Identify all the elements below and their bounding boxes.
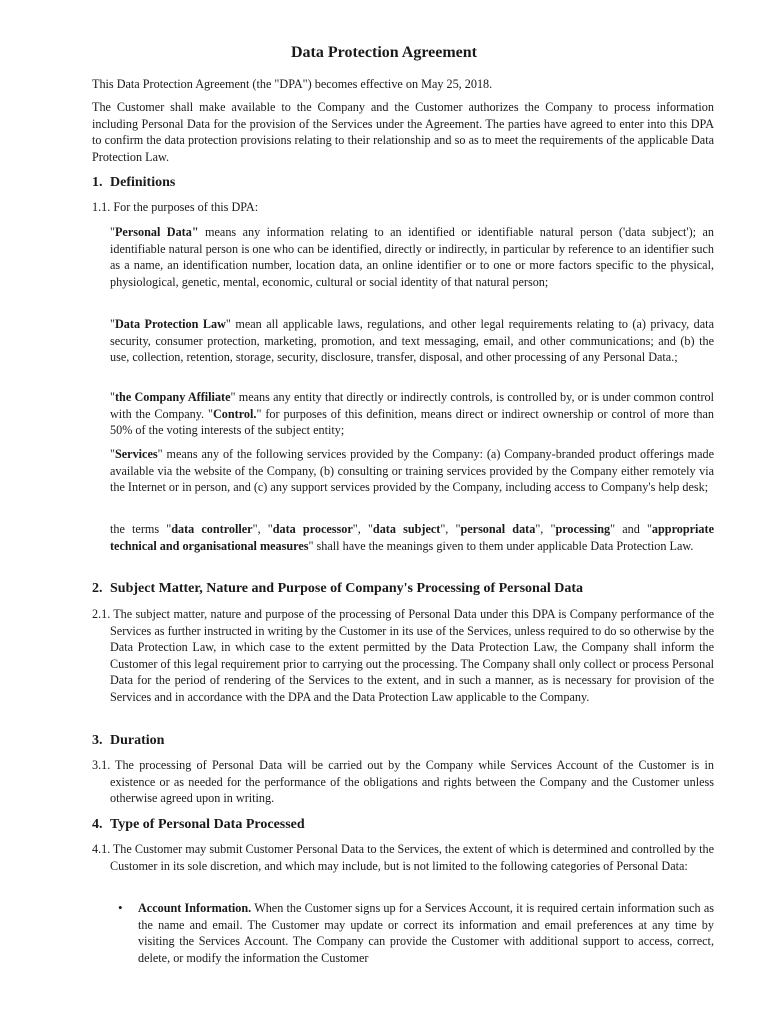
clause-3-1 (92, 757, 714, 807)
intro-paragraph: The Customer shall make available to the Company and the Customer authorizes the Company to process information including Personal Data for the provision of the Services under the Agreement. The parties have agreed to enter into this DPA to confirm the data protection provisions relating to their relationship and so as to meet the requirements of the applicable Data Protection Law. (92, 100, 714, 164)
term-personal-data: Personal Data" (114, 225, 199, 239)
clause-2-1 (92, 606, 714, 706)
term-technical-measures: appropriate technical and organisational measures (110, 522, 714, 553)
definition-text: the terms " (110, 522, 172, 536)
section-2-number: 2. (92, 581, 103, 596)
term-personal-data-lower: personal data (460, 522, 536, 536)
bullet-icon: • (118, 900, 123, 915)
definition-text: ", " (352, 522, 373, 536)
term-control: Control. (212, 406, 257, 421)
term-data-subject: data subject (372, 522, 441, 536)
term-account-information: Account Information. (138, 901, 252, 915)
section-2-heading (92, 580, 583, 598)
clause-4-1-number: 4.1. (92, 842, 111, 856)
section-4-title: Type of Personal Data Processed (110, 817, 305, 832)
clause-2-1-number: 2.1. (92, 607, 111, 621)
section-1-title: Definitions (110, 175, 176, 190)
clause-4-1-text: The Customer may submit Customer Personal Data to the Services, the extent of which is determined and controlled by the Customer in its sole discretion, and which may include, but is not limited to the following categories of Personal Data: (110, 842, 715, 873)
section-4-heading (92, 816, 305, 834)
section-1-heading (92, 174, 175, 192)
clause-2-1-text: The subject matter, nature and purpose of the processing of Personal Data under this DPA is Company performance of the Services as further instructed in writing by the Customer in its use of the Services, unless required to do so otherwise by the Data Protection Law, in which case to the extent permitted by the Data Protection Law, the Company shall inform the Customer of this legal requirement prior to carrying out the processing. The Company shall only collect or process Personal Data for the period of rendering of the Services to the extent, and in such a manner, as is necessary for provision of the Services and in accordance with the DPA and the Data Protection Law applicable to the Company. (110, 607, 715, 704)
section-1-number: 1. (92, 175, 103, 190)
term-data-processor: data processor (272, 522, 353, 536)
definition-services: "Services" means any of the following services provided by the Company: (a) Company-branded product offerings made available via the website of the Company, (b) consulting or training services provided by the Company either remotely via the Internet or in person, and (c) any support services provided by the Company, including access to Company's help desk; (110, 447, 714, 495)
definition-text: " for purposes of this definition, means direct or indirect ownership or control of more than 50% of the voting interests of the subject entity; (110, 406, 714, 438)
definition-data-protection-law: "Data Protection Law" mean all applicable laws, regulations, and other legal requirements relating to (a) privacy, data security, consumer protection, marketing, promotion, and text messaging, email, and other communications; and (b) the use, collection, retention, storage, security, disclosure, transfer, disposal, and other processing of any Personal Data.; (110, 317, 714, 365)
definition-text: ", " (252, 522, 273, 536)
bullet-text: When the Customer signs up for a Services Account, it is required certain information such as the name and email. The Customer may update or correct its information and email preferences at any time by visiting the Services Account. The Company can provide the Customer with additional support to access, correct, delete, or modify the information the Customer (138, 901, 714, 965)
term-data-controller: data controller (171, 522, 253, 536)
definition-company-affiliate: "the Company Affiliate" means any entity that directly or indirectly controls, is controlled by, or is under common control with the Company. "Control." for purposes of this definition, means direct or indirect ownership or control of more than 50% of the voting interests of the subject entity; (110, 390, 714, 438)
definition-text: " shall have the meanings given to them under applicable Data Protection Law. (308, 538, 694, 553)
section-2-title: Subject Matter, Nature and Purpose of Company's Processing of Personal Data (110, 581, 583, 596)
section-3-title: Duration (110, 733, 165, 748)
term-processing: processing (555, 522, 611, 536)
clause-4-1 (92, 841, 714, 874)
section-4-number: 4. (92, 817, 103, 832)
clause-1-1: 1.1. For the purposes of this DPA: (92, 200, 259, 214)
clause-3-1-text: The processing of Personal Data will be carried out by the Company while Services Account of the Customer is in existence or as needed for the performance of the obligations and rights between the Company and the Customer unless otherwise agreed upon in writing. (110, 758, 714, 806)
term-services: Services (114, 447, 158, 461)
definition-text: ", " (535, 522, 556, 536)
term-data-protection-law: Data Protection Law (114, 317, 226, 331)
definition-text: " means any entity that directly or indirectly controls, is controlled by, or is under common control with the Company. " (110, 390, 714, 421)
definition-text: " means any of the following services provided by the Company: (a) Company-branded product offerings made available via the website of the Company, (b) consulting or training services provided by the Company either remotely via the Internet or in person, and (c) any support services provided by the Company, including access to Company's help desk; (110, 447, 714, 495)
bullet-account-information (138, 900, 714, 966)
definition-personal-data: "Personal Data" means any information relating to an identified or identifiable natural person ('data subject'); an identifiable natural person is one who can be identified, directly or indirectly, in particular by reference to an identifier such as a name, an identification number, location data, an online identifier or to one or more factors specific to the physical, physiological, genetic, mental, economic, cultural or social identity of that natural person; (110, 225, 714, 289)
document-title: Data Protection Agreement (290, 44, 477, 61)
definition-text: ", " (440, 522, 461, 536)
definition-text: means any information relating to an identified or identifiable natural person ('data subject'); an identifiable natural person is one who can be identified, directly or indirectly, in particular by reference to an identifier such as a name, an identification number, location data, an online identifier or to one or more factors specific to the physical, physiological, genetic, mental, economic, cultural or social identity of that natural person; (110, 225, 714, 289)
clause-3-1-number: 3.1. (92, 758, 111, 772)
definition-text: " mean all applicable laws, regulations, and other legal requirements relating to (a) privacy, data security, consumer protection, marketing, promotion, and text messaging, email, and other communications; and (b) the use, collection, retention, storage, security, disclosure, transfer, disposal, and other processing of any Personal Data.; (110, 317, 714, 365)
definition-terms (110, 521, 714, 554)
term-company-affiliate: the Company Affiliate (114, 390, 231, 404)
definition-text: " and " (610, 522, 652, 536)
section-3-number: 3. (92, 733, 103, 748)
intro-effective-date: This Data Protection Agreement (the "DPA") becomes effective on May 25, 2018. (92, 77, 493, 91)
section-3-heading (92, 732, 164, 750)
